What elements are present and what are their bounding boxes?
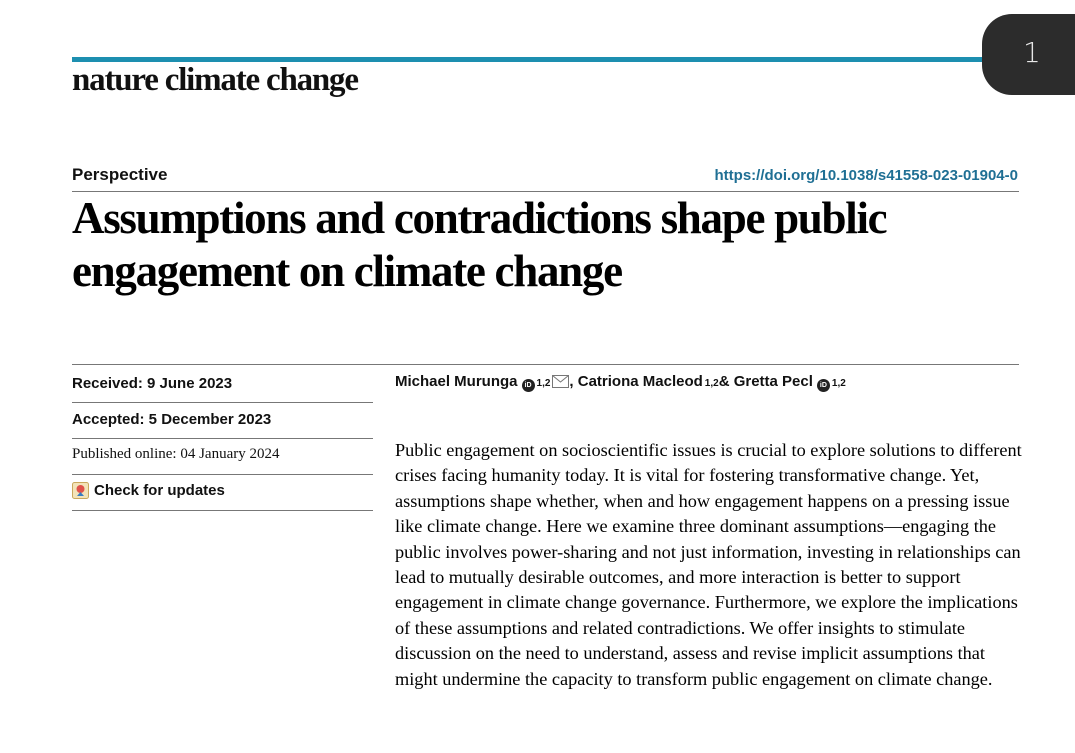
author-affiliation: 1,2 (831, 378, 846, 389)
journal-name: nature climate change (72, 62, 358, 98)
received-date: Received: 9 June 2023 (72, 375, 233, 392)
author-name[interactable]: Michael Murunga (395, 373, 518, 390)
author-affiliation: 1,2 (704, 378, 719, 389)
check-updates-icon (72, 482, 89, 499)
meta-top-rule (72, 364, 1019, 365)
meta-rule (72, 402, 373, 403)
doi-link[interactable]: https://doi.org/10.1038/s41558-023-01904-0 (714, 167, 1018, 184)
check-updates-label: Check for updates (94, 482, 225, 499)
author-name[interactable]: , Catriona Macleod (569, 373, 703, 390)
orcid-icon[interactable]: iD (522, 379, 535, 392)
author-affiliation: 1,2 (536, 378, 551, 389)
accepted-date: Accepted: 5 December 2023 (72, 411, 272, 428)
abstract: Public engagement on socioscientific issues is crucial to explore solutions to different crises facing humanity today. It is vital for fostering transformative change. Yet, assumptions shape whether, when and how engagement happens on a pressing issue like climate change. Here we examine three dominant assumptions—engaging the public involves power-sharing and not just information, investing in relationships can lead to mutually desirable outcomes, and more interaction is better to support engagement in climate change governance. Furthermore, we explore the implications of these assumptions and related contradictions. We offer insights to stimulate discussion on the need to understand, assess and revise implicit assumptions that might undermine the capacity to transform public engagement on climate change. (395, 440, 1022, 689)
check-for-updates-button[interactable] (72, 482, 225, 499)
page-number-badge (982, 14, 1075, 95)
article-type: Perspective (72, 165, 168, 184)
meta-rule (72, 510, 373, 511)
published-date: Published online: 04 January 2024 (72, 446, 280, 462)
author-list (395, 373, 846, 391)
page-number: 1 (1023, 36, 1041, 69)
author-name[interactable]: & Gretta Pecl (718, 373, 813, 390)
meta-rule (72, 438, 373, 439)
email-envelope-icon[interactable] (552, 375, 569, 388)
article-title: Assumptions and contradictions shape public engagement on climate change (72, 193, 887, 296)
orcid-icon[interactable]: iD (817, 379, 830, 392)
meta-rule (72, 474, 373, 475)
